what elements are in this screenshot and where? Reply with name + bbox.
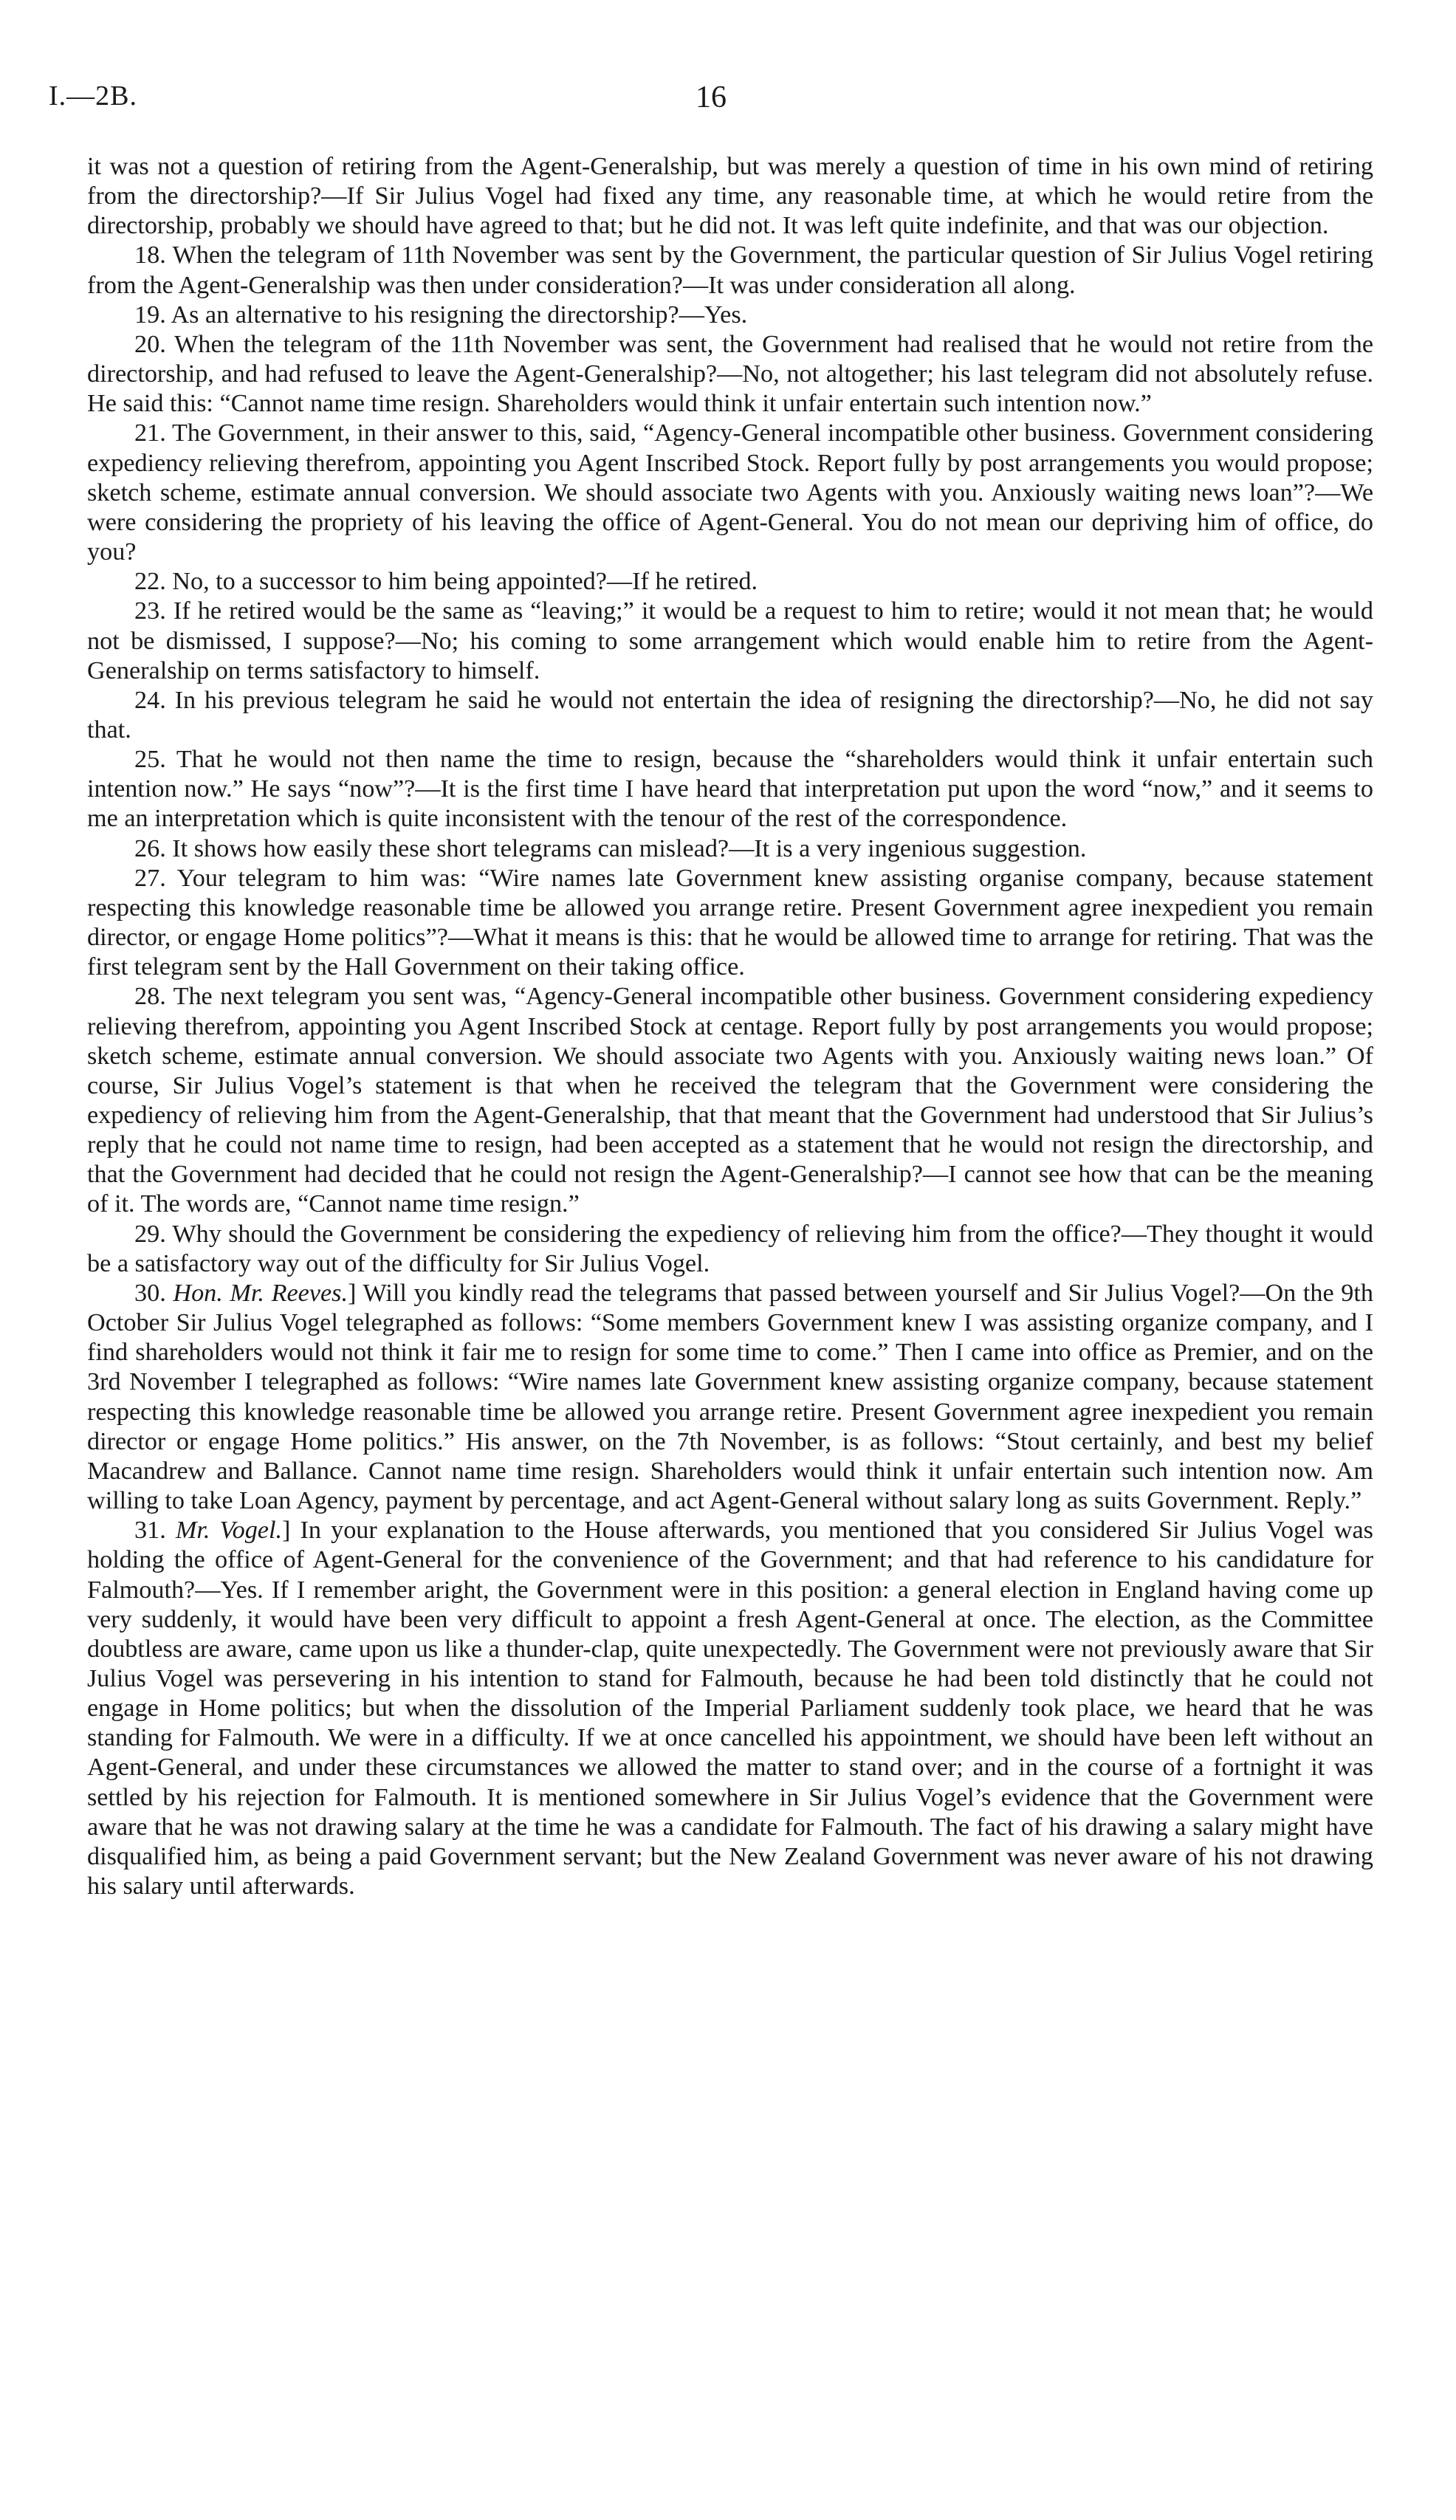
speaker-name: Hon. Mr. Reeves. — [173, 1279, 348, 1307]
question-18: 18. When the telegram of 11th November was sent by the Government, the particular question of Sir Julius Vogel retiring from the Agent-Generalship was then under consideration?—It was under consideration all along. — [87, 241, 1373, 299]
question-text: ] Will you kindly read the telegrams that passed between yourself and Sir Julius Vogel?—On the 9th October Sir Julius Vogel telegraphed as follows: “Some members Government knew I was assisting organize company, and I find shareholders would not think it fair me to resign for some time to come.” Then I came into office as Premier, and on the 3rd November I telegraphed as follows: “Wire names late Government knew assisting organize company, because statement respecting this knowledge reasonable time be allowed you arrange retire. Present Government agree inexpedient you remain director or engage Home politics.” His answer, on the 7th November, is as follows: “Stout certainly, and best my belief Macandrew and Ballance. Cannot name time resign. Shareholders would think it unfair entertain such intention now. Am willing to take Loan Agency, payment by percentage, and act Agent-General without salary long as suits Government. Reply.” — [87, 1279, 1373, 1515]
question-26: 26. It shows how easily these short telegrams can mislead?—It is a very ingenious suggestion. — [134, 834, 1087, 862]
paragraph-continuation: it was not a question of retiring from the Agent-Generalship, but was merely a question of time in his own mind of retiring from the directorship?—If Sir Julius Vogel had fixed any time, any reasonable time, at which he would retire from the directorship, probably we should have agreed to that; but he did not. It was left quite indefinite, and that was our objection. — [87, 153, 1373, 240]
question-31 — [87, 1516, 1373, 1901]
question-21: 21. The Government, in their answer to this, said, “Agency-General incompatible other business. Government considering expediency relieving therefrom, appointing you Agent Inscribed Stock. Report fully by post arrangements you would propose; sketch scheme, estimate annual conversion. We should associate two Agents with you. Anxiously waiting news loan”?—We were considering the propriety of his leaving the office of Agent-General. You do not mean our depriving him of office, do you? — [87, 419, 1373, 566]
question-24: 24. In his previous telegram he said he would not entertain the idea of resigning the directorship?—No, he did not say that. — [87, 686, 1373, 744]
question-number: 31. — [134, 1517, 176, 1545]
question-25: 25. That he would not then name the time to resign, because the “shareholders would think it unfair entertain such intention now.” He says “now”?—It is the first time I have heard that interpretation put upon the word “now,” and it seems to me an interpretation which is quite inconsistent with the tenour of the rest of the correspondence. — [87, 746, 1373, 833]
question-27: 27. Your telegram to him was: “Wire names late Government knew assisting organise company, because statement respecting this knowledge reasonable time be allowed you arrange retire. Present Government agree inexpedient you remain director, or engage Home politics”?—What it means is this: that he would be allowed time to arrange for retiring. That was the first telegram sent by the Hall Government on their taking office. — [87, 864, 1373, 981]
question-23: 23. If he retired would be the same as “leaving;” it would be a request to him to retire; would it not mean that; he would not be dismissed, I suppose?—No; his coming to some arrangement which would enable him to retire from the Agent-Generalship on terms satisfactory to himself. — [87, 597, 1373, 684]
question-20: 20. When the telegram of the 11th November was sent, the Government had realised that he would not retire from the directorship, and had refused to leave the Agent-Generalship?—No, not altogether; his last telegram did not absolutely refuse. He said this: “Cannot name time resign. Shareholders would think it unfair entertain such intention now.” — [87, 330, 1373, 418]
page-header — [49, 80, 1373, 124]
question-28: 28. The next telegram you sent was, “Agency-General incompatible other business. Government considering expediency relieving therefrom, appointing you Agent Inscribed Stock at centage. Report fully by post arrangements you would propose; sketch scheme, estimate annual conversion. We should associate two Agents with you. Anxiously waiting news loan.” Of course, Sir Julius Vogel’s statement is that when he received the telegram that the Government were considering the expediency of relieving him from the Agent-Generalship, that that meant that the Government had understood that Sir Julius’s reply that he could not name time to resign, had been accepted as a statement that he would not resign the directorship, and that the Government had decided that he could not resign the Agent-Generalship?—I cannot see how that can be the meaning of it. The words are, “Cannot name time resign.” — [87, 983, 1373, 1218]
question-19: 19. As an alternative to his resigning the directorship?—Yes. — [134, 301, 748, 329]
question-22: 22. No, to a successor to him being appointed?—If he retired. — [134, 568, 758, 596]
question-30 — [87, 1279, 1373, 1516]
page-number: 16 — [696, 80, 727, 114]
question-text: ] In your explanation to the House afterwards, you mentioned that you considered Sir Julius Vogel was holding the office of Agent-General for the convenience of the Government; and that had reference to his candidature for Falmouth?—Yes. If I remember aright, the Government were in this position: a general election in England having come up very suddenly, it would have been very difficult to appoint a fresh Agent-General at once. The election, as the Committee doubtless are aware, came upon us like a thunder-clap, quite unexpectedly. The Government were not previously aware that Sir Julius Vogel was persevering in his intention to stand for Falmouth, because he had been told distinctly that he could not engage in Home politics; but when the dissolution of the Imperial Parliament suddenly took place, we heard that he was standing for Falmouth. We were in a difficulty. If we at once cancelled his appointment, we should have been left without an Agent-General, and under these circumstances we allowed the matter to stand over; and in the course of a fortnight it was settled by his rejection for Falmouth. It is mentioned somewhere in Sir Julius Vogel’s evidence that the Government were aware that he was not drawing salary at the time he was a candidate for Falmouth. The fact of his drawing a salary might have disqualified him, as being a paid Government servant; but the New Zealand Government was never aware of his not drawing his salary until afterwards. — [87, 1517, 1373, 1901]
document-body — [87, 152, 1373, 1901]
document-reference: I.—2B. — [49, 80, 137, 111]
question-29: 29. Why should the Government be considering the expediency of relieving him from the office?—They thought it would be a satisfactory way out of the difficulty for Sir Julius Vogel. — [87, 1220, 1373, 1277]
question-number: 30. — [134, 1279, 174, 1307]
speaker-name: Mr. Vogel. — [175, 1517, 283, 1545]
